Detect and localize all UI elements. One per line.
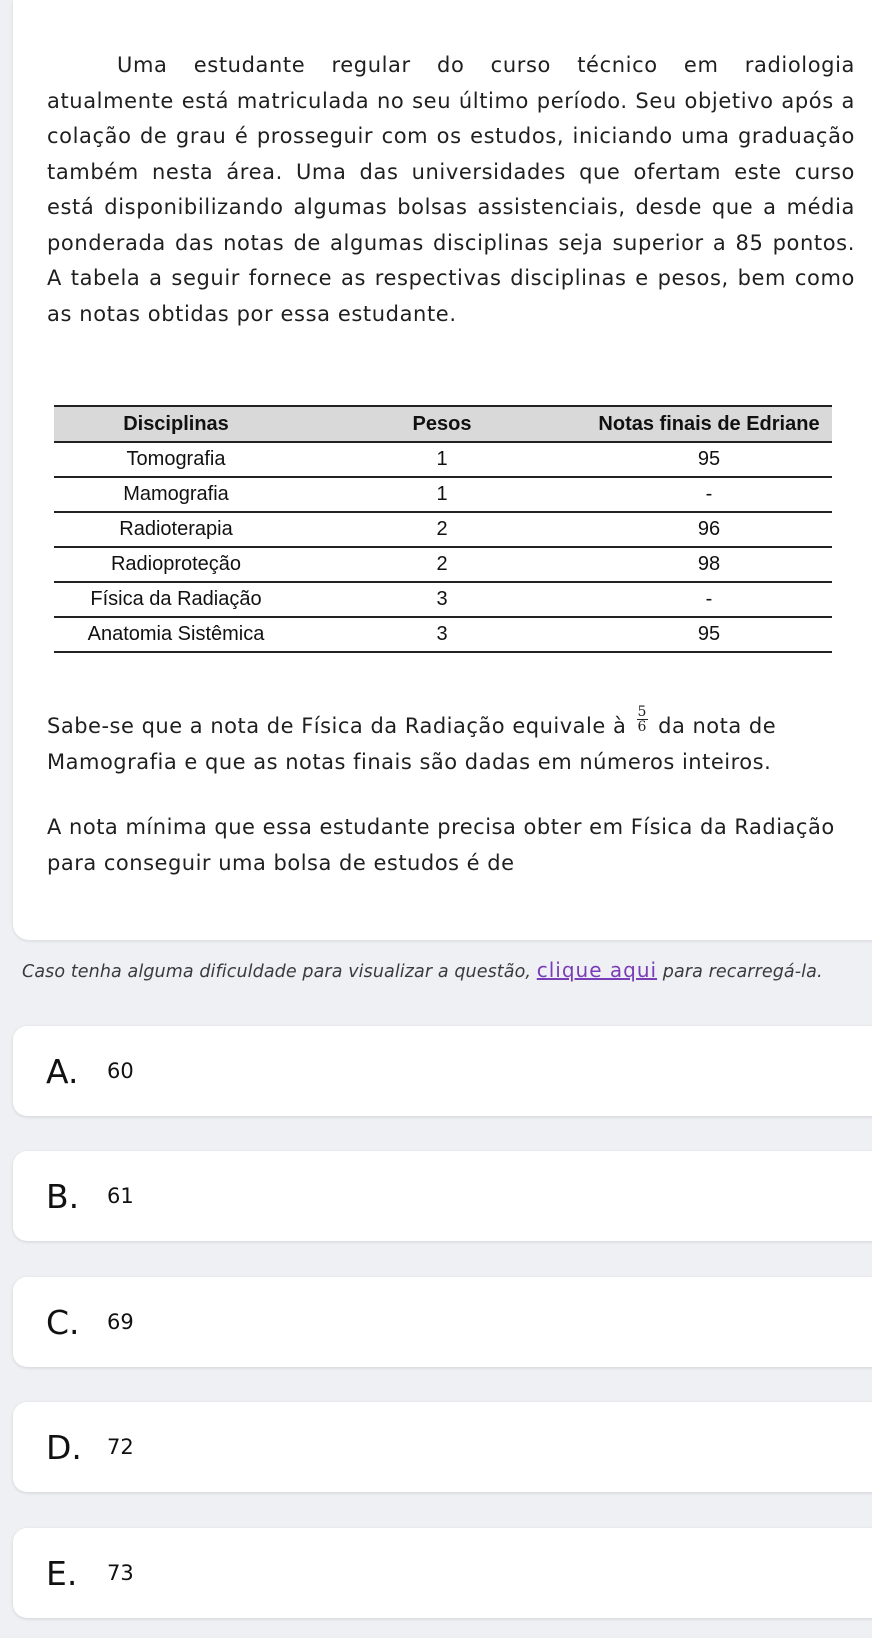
reload-note [22,958,872,982]
cell-discipline: Radioproteção [54,547,298,582]
cell-grade: 98 [586,547,832,582]
reload-note-before: Caso tenha alguma dificuldade para visualizar a questão, [22,962,532,982]
grades-table [54,405,832,653]
question-prompt: A nota mínima que essa estudante precisa obter em Física da Radiação para conseguir uma bolsa de estudos é de [47,815,835,875]
option-value: 61 [107,1184,134,1208]
question-card [13,0,872,940]
fraction-info-after: da nota de Mamografia e que as notas finais são dadas em números inteiros. [47,714,777,774]
table-row [54,617,832,652]
option-value: 60 [107,1059,134,1083]
fraction-numerator: 5 [637,704,647,720]
option-letter: E. [46,1554,78,1593]
fraction-denominator: 6 [637,719,647,735]
reload-link[interactable]: clique aqui [536,958,658,982]
cell-weight: 3 [298,617,586,652]
cell-discipline: Radioterapia [54,512,298,547]
option-b[interactable] [13,1151,872,1241]
grades-table-container [54,405,832,653]
cell-discipline: Física da Radiação [54,582,298,617]
option-letter: D. [46,1428,82,1467]
question-statement: Uma estudante regular do curso técnico em radiologia atualmente está matriculada no seu último período. Seu objetivo após a colação de grau é prosseguir com os estudos, iniciando uma graduação também nesta área. Uma das universidades que ofertam este curso está disponibilizando algumas bolsas assistenciais, desde que a média ponderada das notas de algumas disciplinas seja superior a 85 pontos. A tabela a seguir fornece as respectivas disciplinas e pesos, bem como as notas obtidas por essa estudante. [47,53,855,326]
option-a[interactable] [13,1026,872,1116]
cell-discipline: Mamografia [54,477,298,512]
header-pesos: Pesos [298,406,586,442]
cell-weight: 1 [298,442,586,477]
cell-grade: - [586,582,832,617]
table-row [54,442,832,477]
fraction-five-sixths [637,705,648,734]
table-row [54,512,832,547]
fraction-info-before: Sabe-se que a nota de Física da Radiação equivale à [47,714,627,738]
cell-grade: - [586,477,832,512]
header-notas: Notas finais de Edriane [586,406,832,442]
option-value: 73 [107,1561,134,1585]
cell-weight: 2 [298,512,586,547]
option-letter: B. [46,1177,80,1216]
option-value: 69 [107,1310,134,1334]
option-letter: A. [46,1052,79,1091]
cell-grade: 96 [586,512,832,547]
cell-discipline: Anatomia Sistêmica [54,617,298,652]
cell-weight: 2 [298,547,586,582]
option-c[interactable] [13,1277,872,1367]
reload-note-after: para recarregá-la. [662,962,823,982]
table-row [54,582,832,617]
table-row [54,547,832,582]
cell-weight: 3 [298,582,586,617]
option-d[interactable] [13,1402,872,1492]
cell-grade: 95 [586,617,832,652]
fraction-info [47,704,872,780]
cell-grade: 95 [586,442,832,477]
cell-weight: 1 [298,477,586,512]
cell-discipline: Tomografia [54,442,298,477]
option-letter: C. [46,1303,80,1342]
table-row [54,477,832,512]
table-header-row [54,406,832,442]
header-disciplinas: Disciplinas [54,406,298,442]
option-e[interactable] [13,1528,872,1618]
option-value: 72 [107,1435,134,1459]
